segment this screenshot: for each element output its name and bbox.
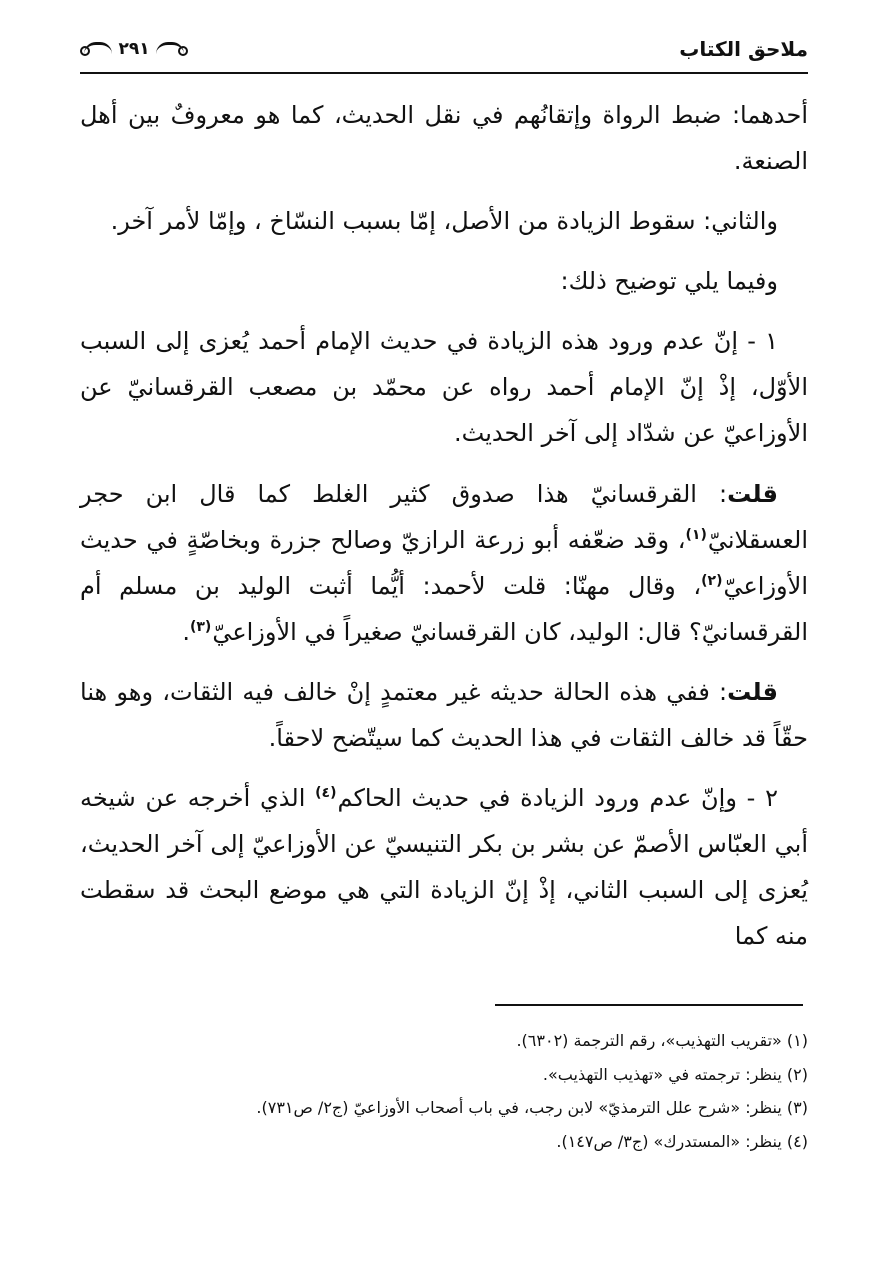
footnote-ref-1: (١)	[685, 526, 707, 543]
paragraph-7	[80, 775, 808, 959]
footnotes	[80, 1027, 808, 1161]
paragraph-5-lead: قلت	[727, 479, 778, 508]
paragraph-5-text-d: .	[182, 617, 190, 646]
paragraph-7-text-b: الذي أخرجه عن شيخه أبي العبّاس الأصمّ عن بشر بن بكر التنيسيّ عن الأوزاعيّ إلى آخر الحديث، يُعزى إلى السبب الثاني، إذْ إنّ الزيادة التي هي موضع البحث قد سقطت منه كما	[80, 784, 808, 951]
header-rule	[80, 72, 808, 74]
footnote-1: (١) «تقريب التهذيب»، رقم الترجمة (٦٣٠٢).	[516, 1031, 808, 1050]
main-text	[80, 92, 808, 973]
footnote-2: (٢) ينظر: ترجمته في «تهذيب التهذيب».	[542, 1064, 808, 1084]
paragraph-2: والثاني: سقوط الزيادة من الأصل، إمّا بسبب النسّاخ ، وإمّا لأمر آخر.	[110, 207, 778, 236]
footnote-ref-2: (٢)	[701, 572, 723, 589]
paragraph-7-text-a: ٢ - وإنّ عدم ورود الزيادة في حديث الحاكم	[337, 784, 778, 813]
footnote-divider	[495, 1004, 803, 1006]
section-title: ملاحق الكتاب	[679, 37, 808, 61]
footnote-3: (٣) ينظر: «شرح علل الترمذيّ» لابن رجب، في باب أصحاب الأوزاعيّ (ج٢/ ص٧٣١).	[256, 1098, 808, 1118]
paragraph-5-text-c: ، وقال مهنّا: قلت لأحمد: أيُّما أثبت الوليد بن مسلم أم القرقسانيّ؟ قال: الوليد، كان القرقسانيّ صغيراً في الأوزاعيّ	[80, 571, 808, 646]
paragraph-6-text: : ففي هذه الحالة حديثه غير معتمدٍ إنْ خالف فيه الثقات، وهو هنا حقّاً قد خالف الثقات في هذا الحديث كما سيتّضح لاحقاً.	[80, 677, 808, 752]
ornament-left-icon	[84, 42, 112, 55]
paragraph-4: ١ - إنّ عدم ورود هذه الزيادة في حديث الإمام أحمد يُعزى إلى السبب الأوّل، إذْ إنّ الإمام أحمد رواه عن محمّد بن مصعب القرقسانيّ عن الأوزاعيّ عن شدّاد إلى آخر الحديث.	[80, 327, 808, 448]
paragraph-5-text-b: ، وقد ضعّفه أبو زرعة الرازيّ وصالح جزرة وبخاصّةٍ في حديث الأوزاعيّ	[80, 525, 808, 600]
footnote-ref-3: (٣)	[189, 618, 212, 635]
paragraph-6-lead: قلت	[727, 677, 778, 706]
ornament-right-icon	[156, 42, 184, 55]
page-number-area	[80, 36, 188, 62]
paragraph-5	[80, 471, 808, 655]
paragraph-6	[80, 669, 808, 761]
footnote-4: (٤) ينظر: «المستدرك» (ج٣/ ص١٤٧).	[556, 1131, 808, 1151]
footnote-ref-4: (٤)	[315, 785, 337, 802]
paragraph-5-text-a: : القرقسانيّ هذا صدوق كثير الغلط كما قال ابن حجر العسقلانيّ	[80, 479, 808, 554]
paragraph-3: وفيما يلي توضيح ذلك:	[560, 267, 778, 296]
page-number: ٢٩١	[118, 38, 150, 59]
page-header	[80, 32, 808, 74]
paragraph-1: أحدهما: ضبط الرواة وإتقانُهم في نقل الحديث، كما هو معروفٌ بين أهل الصنعة.	[80, 101, 808, 176]
